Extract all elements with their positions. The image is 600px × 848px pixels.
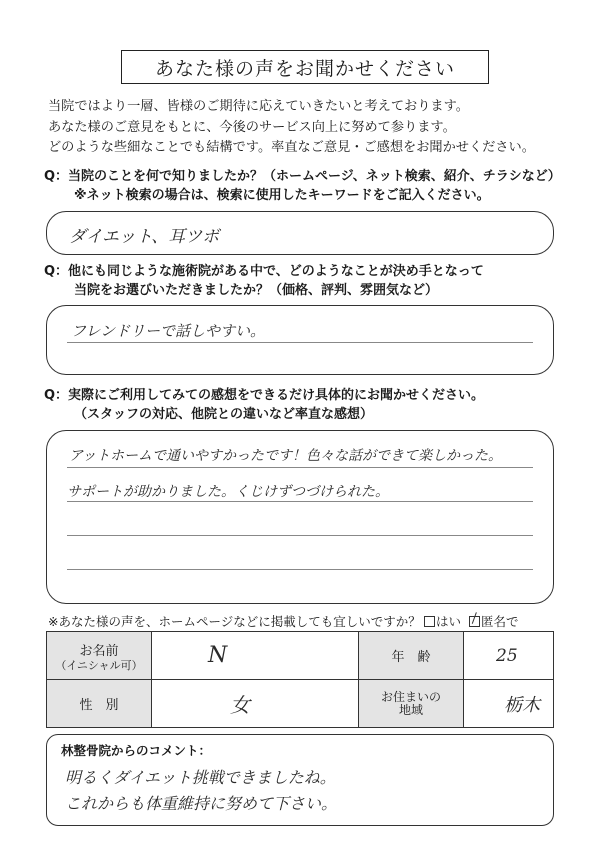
consent-anon-checkbox[interactable] xyxy=(469,616,480,627)
gender-label: 性 別 xyxy=(79,698,119,713)
name-value: N xyxy=(208,643,228,668)
ruled-line xyxy=(67,535,533,536)
answer-3-line2: サポートが助かりました。くじけずつづけられた。 xyxy=(67,484,389,500)
gender-value: 女 xyxy=(230,693,250,717)
address-sublabel: 地域 xyxy=(398,702,423,717)
question-1 xyxy=(44,167,561,205)
ruled-line xyxy=(67,501,533,502)
question-2 xyxy=(44,262,484,300)
age-label: 年 齢 xyxy=(391,650,431,665)
gender-label-cell xyxy=(47,680,152,728)
age-label-cell xyxy=(359,632,464,680)
answer-2-box[interactable] xyxy=(46,305,554,375)
consent-yes-checkbox[interactable] xyxy=(424,616,435,627)
answer-1-text: ダイエット、耳ツボ xyxy=(69,227,220,247)
info-table xyxy=(46,631,554,728)
gender-value-cell[interactable] xyxy=(152,680,359,728)
intro-line: あなた様のご意見をもとに、今後のサービス向上に努めて参ります。 xyxy=(48,119,456,135)
consent-question: ※あなた様の声を、ホームページなどに掲載しても宜しいですか？ xyxy=(48,614,421,629)
name-sublabel: （イニシャル可） xyxy=(55,658,143,672)
intro-text xyxy=(48,97,535,159)
name-value-cell[interactable] xyxy=(152,632,359,680)
consent-options xyxy=(424,612,518,630)
address-value: 栃木 xyxy=(504,694,540,716)
answer-3-box[interactable] xyxy=(46,430,554,604)
ruled-line xyxy=(67,569,533,570)
question-1-text: Q：当院のことを何で知りましたか？（ホームページ、ネット検索、紹介、チラシなど） xyxy=(44,169,561,184)
age-value: 25 xyxy=(496,645,518,666)
age-value-cell[interactable] xyxy=(464,632,554,680)
consent-yes-label: はい xyxy=(436,614,462,629)
clinic-comment-label: 林整骨院からのコメント： xyxy=(61,743,212,758)
page-title: あなた様の声をお聞かせください xyxy=(121,50,489,84)
question-3-text: Q：実際にご利用してみての感想をできるだけ具体的にお聞かせください。 xyxy=(44,388,485,403)
address-value-cell[interactable] xyxy=(464,680,554,728)
clinic-comment-line2: これからも体重維持に努めて下さい。 xyxy=(65,794,338,813)
answer-2-text: フレンドリーで話しやすい。 xyxy=(71,322,266,340)
address-label-cell xyxy=(359,680,464,728)
clinic-comment-line1: 明るくダイエット挑戦できましたね。 xyxy=(65,768,336,787)
consent-anon-label: 匿名で xyxy=(480,614,519,629)
intro-line: どのような些細なことでも結構です。率直なご意見・ご感想をお聞かせください。 xyxy=(48,140,535,155)
question-2-note: 当院をお選びいただきましたか？（価格、評判、雰囲気など） xyxy=(74,283,439,298)
answer-3-line1: アットホームで通いやすかったです！色々な話ができて楽しかった。 xyxy=(69,448,503,464)
clinic-comment-box xyxy=(46,734,554,826)
name-label: お名前 xyxy=(79,643,119,659)
question-3-note: （スタッフの対応、他院との違いなど率直な感想） xyxy=(74,407,374,422)
question-3 xyxy=(44,386,484,424)
intro-line: 当院ではより一層、皆様のご期待に応えていきたいと考えております。 xyxy=(48,99,469,114)
answer-1-box[interactable] xyxy=(46,211,554,255)
name-label-cell xyxy=(47,632,152,680)
ruled-line xyxy=(67,342,533,343)
address-label: お住まいの xyxy=(380,689,441,704)
question-2-text: Q：他にも同じような施術院がある中で、どのようなことが決め手となって xyxy=(44,264,484,279)
question-1-note: ※ネット検索の場合は、検索に使用したキーワードをご記入ください。 xyxy=(74,188,490,203)
ruled-line xyxy=(67,467,533,468)
